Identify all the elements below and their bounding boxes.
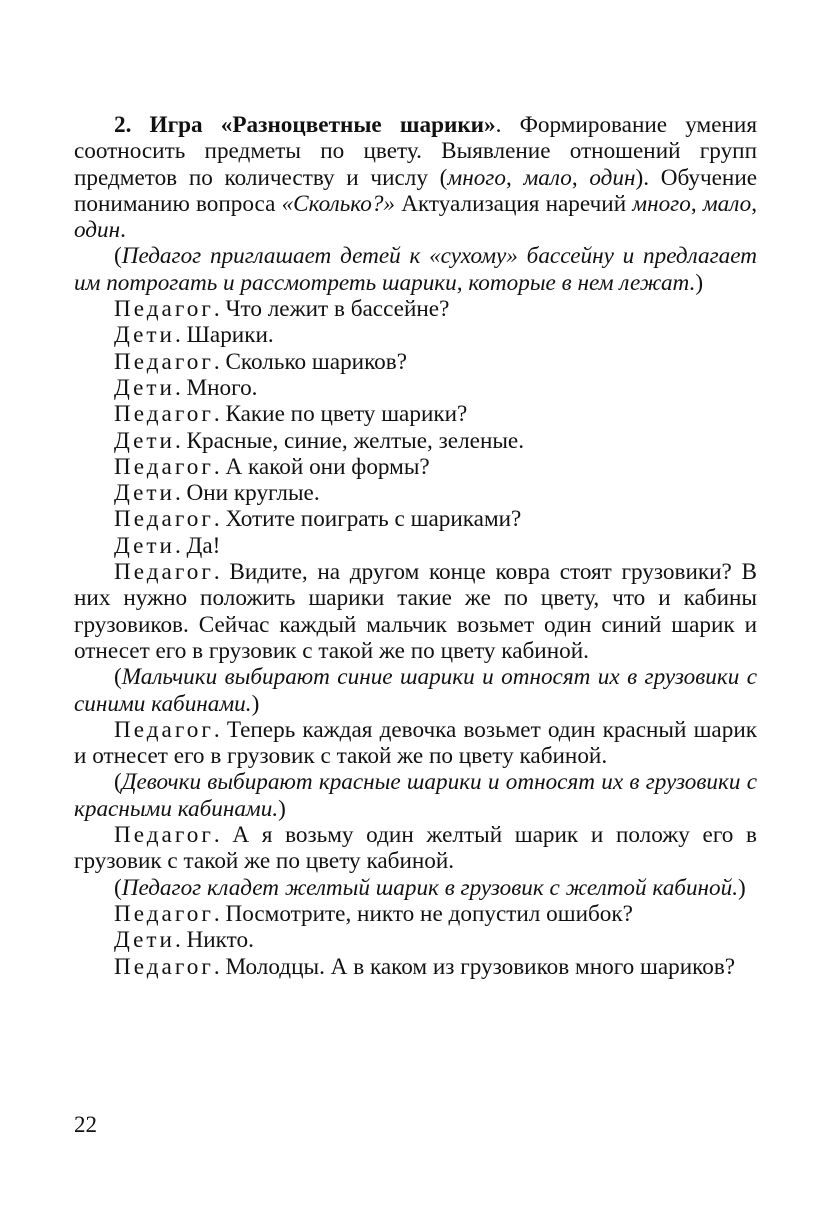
dialogue-line: Дети. Никто. [114, 927, 254, 954]
speaker: Дети [114, 480, 175, 507]
page-content [74, 112, 757, 980]
game-heading: 2. Игра «Разноцветные шарики» [114, 112, 496, 138]
dialogue-line: Педагог. Молодцы. А в каком из грузовиков много шариков? [114, 953, 736, 980]
speaker: Дети [114, 927, 175, 954]
speaker: Педагог [114, 559, 214, 586]
speaker: Дети [114, 322, 175, 349]
speaker: Педагог [114, 716, 214, 743]
dialogue-line: Педагог. Теперь каждая девочка возьмет один красный шарик и отнесет его в грузовик с такой же по цвету кабиной. [74, 716, 757, 770]
speaker: Педагог [114, 453, 214, 480]
speaker: Педагог [114, 953, 214, 980]
dialogue-line: Педагог. Хотите поиграть с шариками? [114, 506, 522, 533]
page-number: 22 [74, 1112, 97, 1137]
stage-note: (Педагог приглашает детей к «сухому» бассейну и предлагает им потрогать и рассмотреть шарики, которые в нем лежат.) [74, 243, 757, 296]
speaker: Педагог [114, 506, 214, 533]
dialogue-line: Педагог. Что лежит в бассейне? [114, 296, 450, 323]
stage-note: (Педагог кладет желтый шарик в грузовик с желтой кабиной.) [114, 874, 746, 901]
dialogue-line: Педагог. Видите, на другом конце ковра стоят грузовики? В них нужно положить шарики такие же по цвету, что и кабины грузовиков. Сейчас каждый мальчик возьмет один синий шарик и отнесет его в грузовик с такой же по цвету кабиной. [74, 559, 757, 664]
speaker: Дети [114, 374, 175, 401]
intro-paragraph: 2. Игра «Разноцветные шарики». Формирование умения соотносить предметы по цвету. Выявление отношений групп предметов по количеству и числу (много, мало, один). Обучение пониманию вопроса «Сколько?» Актуализация наречий много, мало, один. [74, 112, 758, 244]
speaker: Педагог [114, 296, 214, 323]
stage-note: (Мальчики выбирают синие шарики и относят их в грузовики с синими кабинами.) [74, 664, 757, 717]
speaker: Дети [114, 427, 175, 454]
speaker: Педагог [114, 401, 214, 428]
dialogue-line: Дети. Красные, синие, желтые, зеленые. [114, 427, 525, 454]
speaker: Педагог [114, 822, 214, 849]
dialogue-line: Педагог. Сколько шариков? [114, 348, 407, 375]
speaker: Дети [114, 532, 175, 559]
dialogue-line: Дети. Шарики. [114, 322, 274, 349]
dialogue-line: Дети. Много. [114, 374, 258, 401]
dialogue-line: Педагог. А какой они формы? [114, 453, 430, 480]
stage-note: (Девочки выбирают красные шарики и относят их в грузовики с красными кабинами.) [74, 769, 757, 822]
dialogue-line: Педагог. А я возьму один желтый шарик и положу его в грузовик с такой же по цвету кабиной. [74, 822, 757, 875]
speaker: Педагог [114, 900, 214, 927]
dialogue-line: Педагог. Какие по цвету шарики? [114, 401, 468, 428]
dialogue-line: Педагог. Посмотрите, никто не допустил ошибок? [114, 900, 633, 927]
dialogue-line: Дети. Они круглые. [114, 480, 320, 507]
dialogue-line: Дети. Да! [114, 532, 221, 559]
speaker: Педагог [114, 348, 214, 375]
